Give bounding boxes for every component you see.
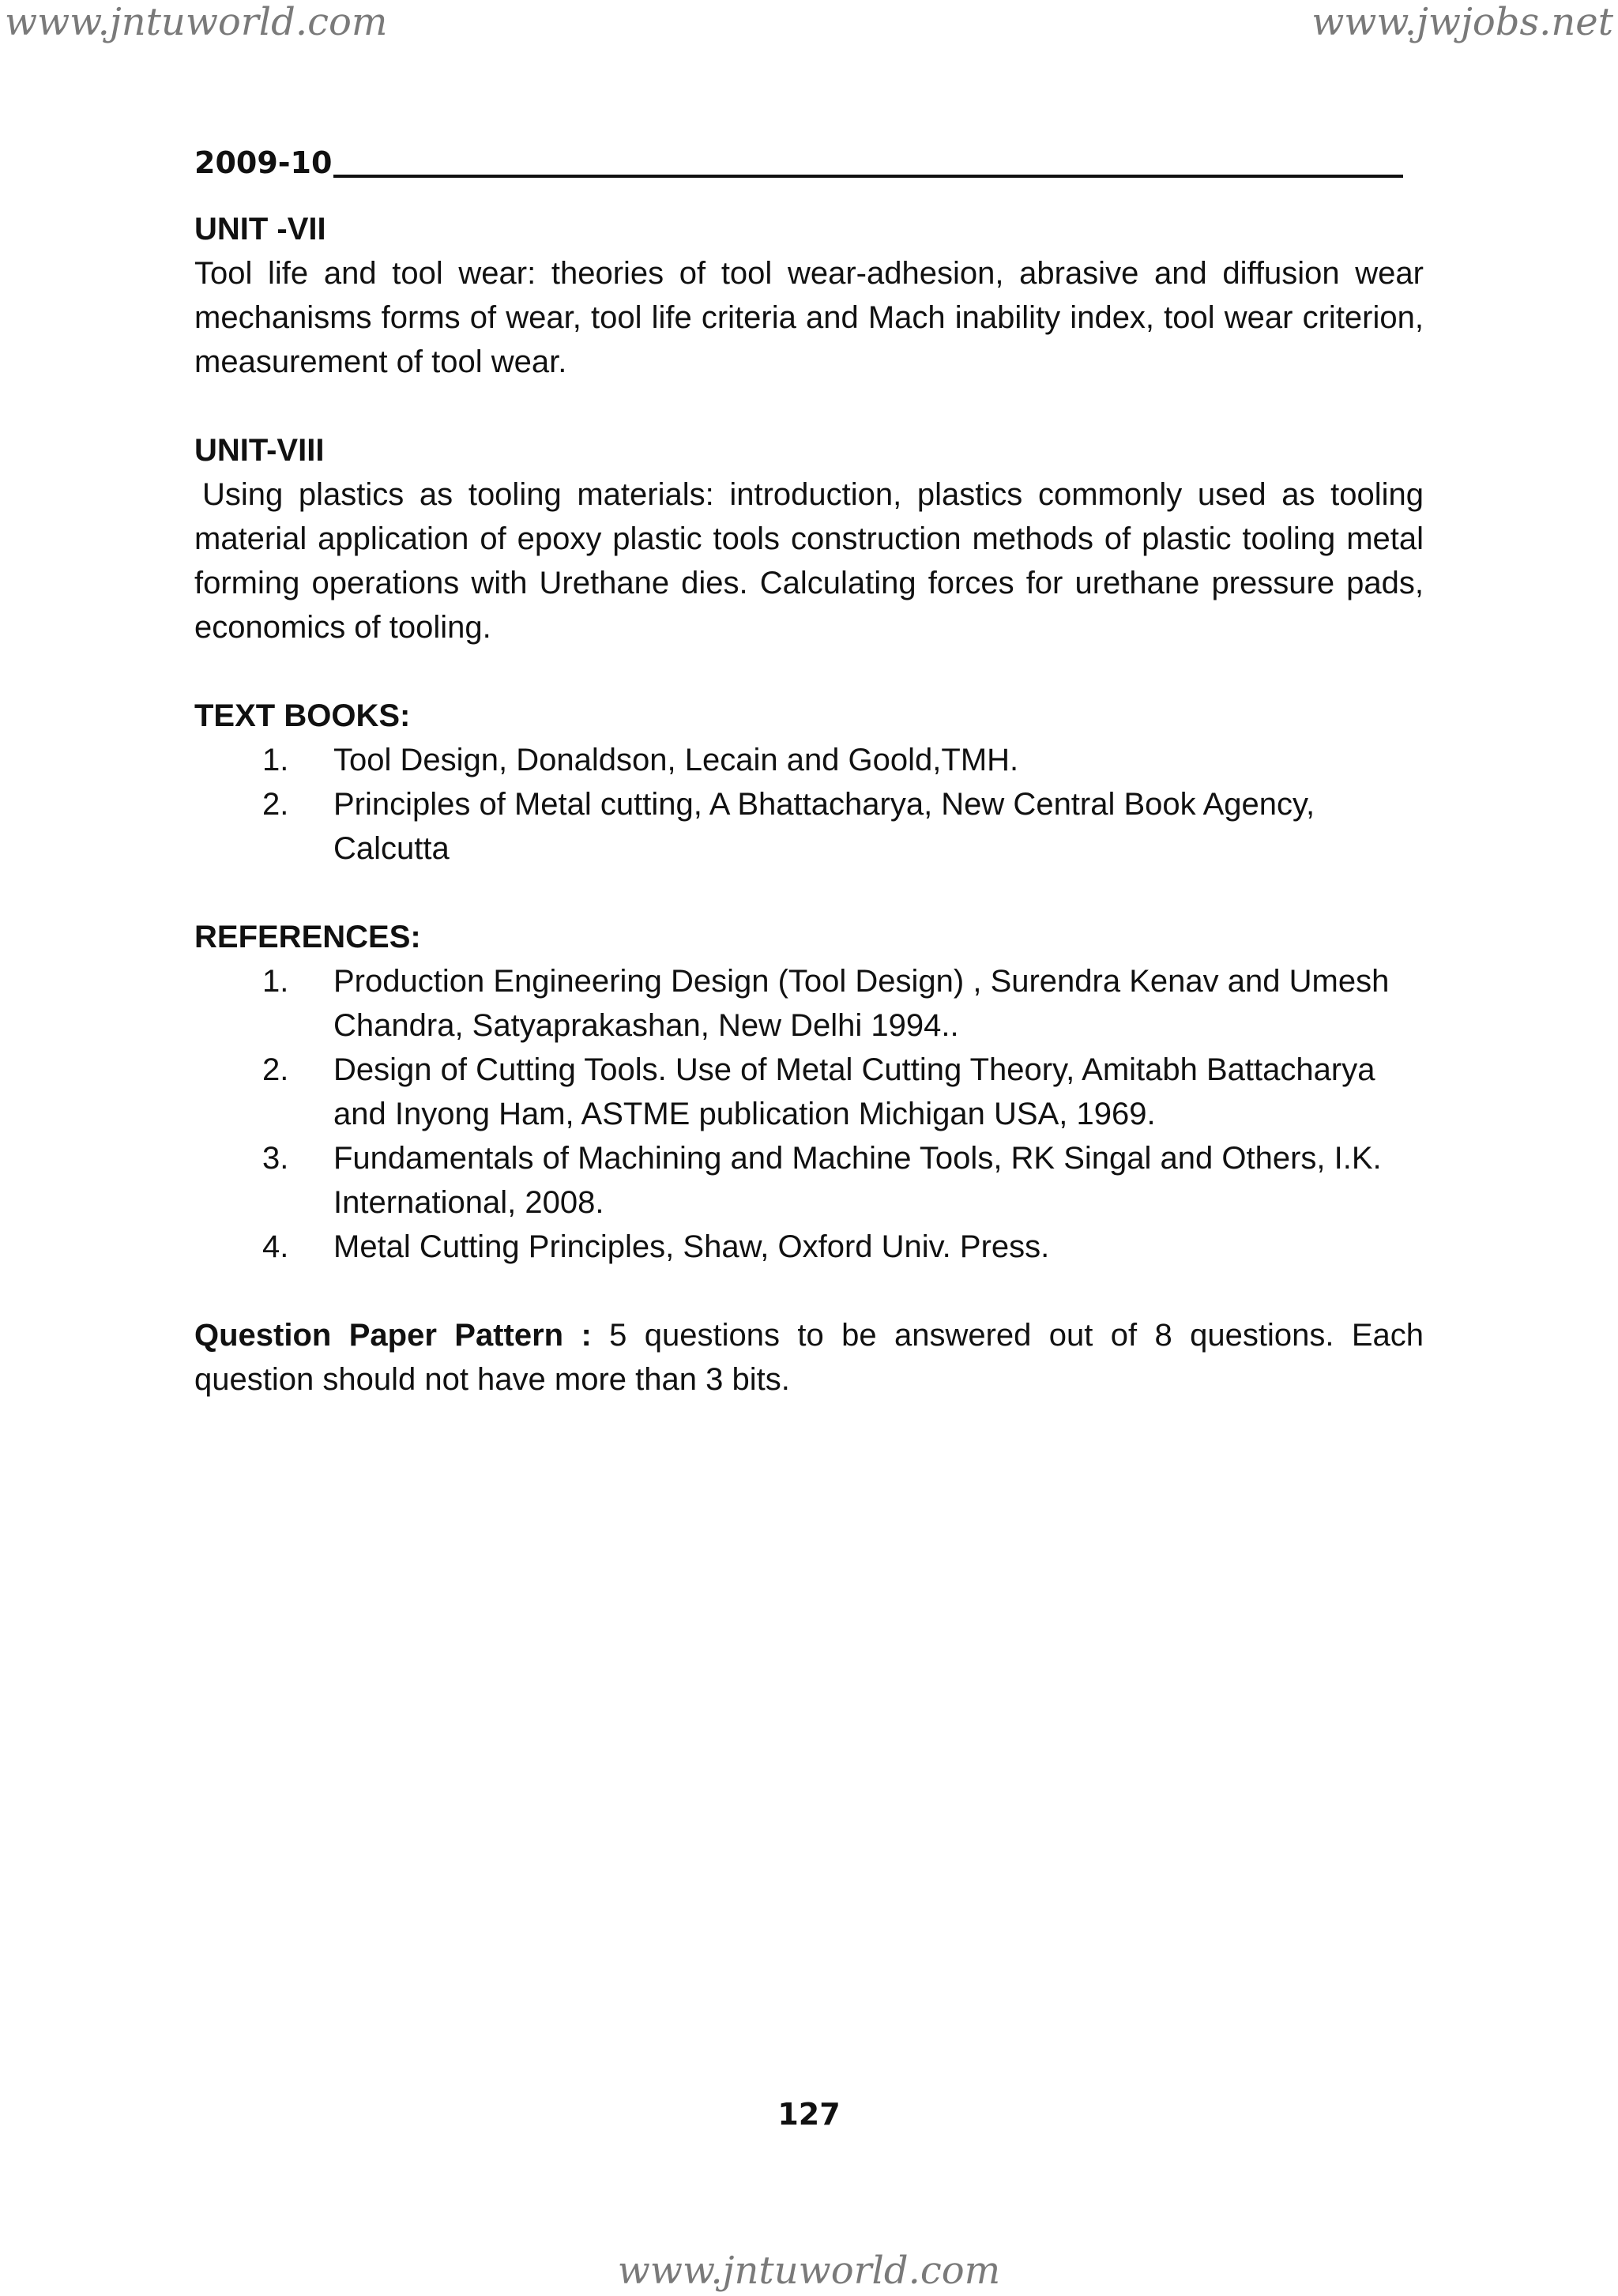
question-paper-pattern — [194, 1313, 1424, 1402]
references-section — [194, 915, 1424, 1269]
spacer — [194, 871, 1424, 915]
unit-7-section — [194, 207, 1424, 384]
list-item — [194, 738, 1424, 782]
unit-8-section — [194, 428, 1424, 649]
list-item — [194, 1048, 1424, 1136]
list-item-number: 3. — [262, 1141, 289, 1176]
spacer — [194, 1269, 1424, 1313]
year-label: 2009-10 — [194, 145, 333, 180]
spacer — [194, 185, 1424, 207]
year-header — [194, 141, 1403, 185]
list-item-number: 2. — [262, 787, 289, 822]
list-item — [194, 959, 1424, 1048]
page-number: 127 — [777, 2097, 841, 2132]
list-item — [194, 782, 1424, 871]
text-books-section — [194, 694, 1424, 871]
list-item-text: Design of Cutting Tools. Use of Metal Cutting Theory, Amitabh Battacharya and Inyong Ham, ASTME publication Michigan USA, 1969. — [333, 1052, 1375, 1131]
unit-8-text: Using plastics as tooling materials: introduction, plastics commonly used as tooling material application of epoxy plastic tools construction methods of plastic tooling metal forming operations with Urethane dies. Calculating forces for urethane pressure pads, economics of tooling. — [194, 477, 1424, 645]
list-item-text: Tool Design, Donaldson, Lecain and Goold,TMH. — [333, 743, 1019, 777]
text-books-heading: TEXT BOOKS: — [194, 698, 411, 733]
main-content — [194, 141, 1424, 1402]
header-rule — [333, 175, 1403, 178]
text-books-list — [194, 738, 1424, 871]
list-item — [194, 1136, 1424, 1225]
list-item-number: 2. — [262, 1052, 289, 1087]
unit-8-heading: UNIT-VIII — [194, 433, 325, 468]
list-item-number: 4. — [262, 1229, 289, 1264]
list-item-text: Fundamentals of Machining and Machine Tools, RK Singal and Others, I.K. International, 2008. — [333, 1141, 1382, 1220]
list-item-text: Production Engineering Design (Tool Design) , Surendra Kenav and Umesh Chandra, Satyaprakashan, New Delhi 1994.. — [333, 964, 1390, 1043]
spacer — [194, 649, 1424, 694]
list-item-text: Principles of Metal cutting, A Bhattacharya, New Central Book Agency, Calcutta — [333, 787, 1315, 866]
watermark-bottom: www.jntuworld.com — [617, 2249, 1001, 2293]
list-item-number: 1. — [262, 964, 289, 999]
unit-7-heading: UNIT -VII — [194, 212, 326, 247]
question-paper-pattern-text: 5 questions to be answered out of 8 questions. Each question should not have more than 3 bits. — [194, 1318, 1424, 1397]
list-item-number: 1. — [262, 743, 289, 777]
references-heading: REFERENCES: — [194, 920, 421, 954]
question-paper-pattern-label: Question Paper Pattern : — [194, 1318, 592, 1353]
watermark-top-right: www.jwjobs.net — [1311, 0, 1613, 44]
spacer — [194, 384, 1424, 428]
list-item-text: Metal Cutting Principles, Shaw, Oxford Univ. Press. — [333, 1229, 1050, 1264]
unit-7-text: Tool life and tool wear: theories of tool wear-adhesion, abrasive and diffusion wear mechanisms forms of wear, tool life criteria and Mach inability index, tool wear criterion, measurement of tool wear. — [194, 256, 1424, 379]
watermark-top-left: www.jntuworld.com — [5, 0, 388, 44]
references-list — [194, 959, 1424, 1269]
list-item — [194, 1225, 1424, 1269]
